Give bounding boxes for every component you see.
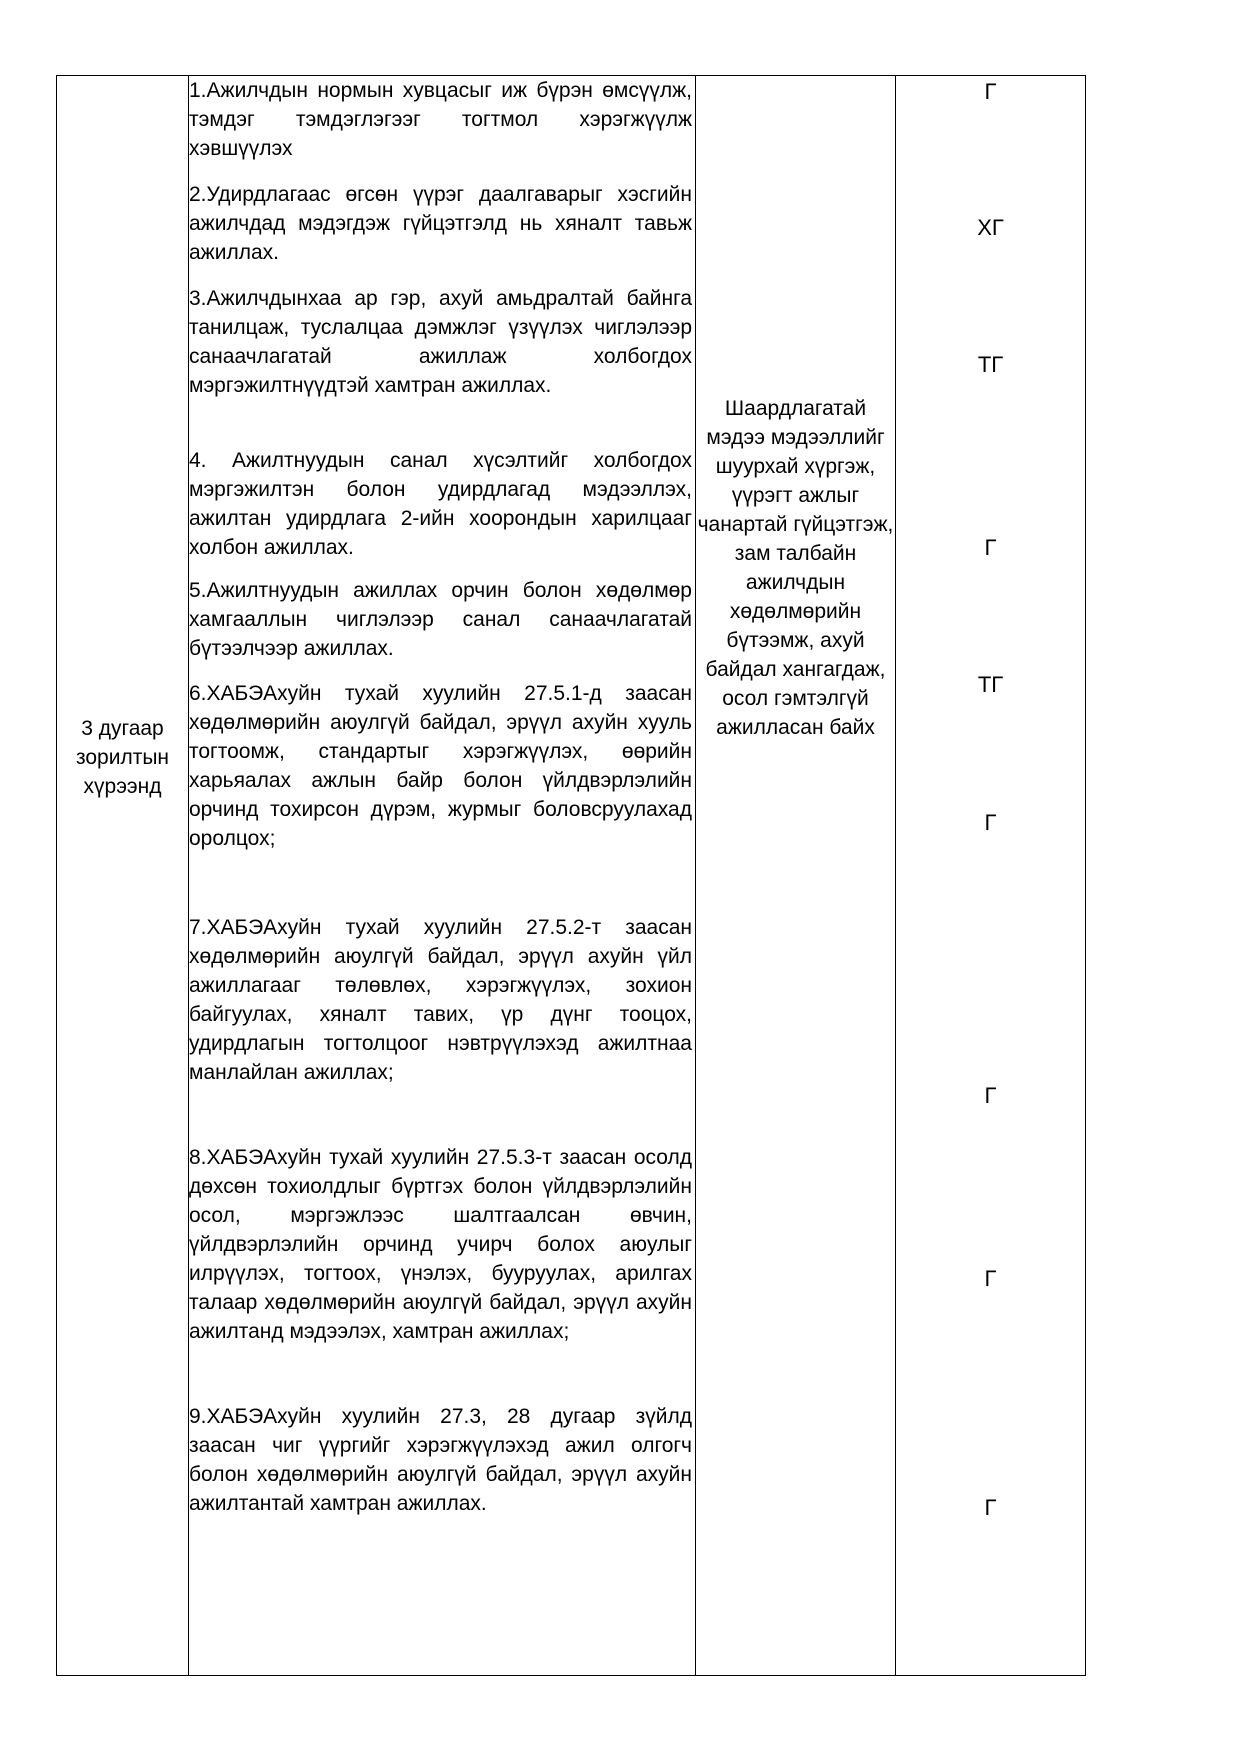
grade-value: Г — [984, 1495, 997, 1520]
item-text: 2.Удирдлагаас өгсөн үүрэг даалгаварыг хэсгийн ажилчдад мэдэгдэж гүйцэтгэлд нь хяналт тавьж ажиллах. — [189, 183, 692, 264]
grade-value: Г — [984, 535, 997, 560]
grade-value: Г — [984, 1083, 997, 1108]
item-text: 9.ХАБЭАхуйн хуулийн 27.3, 28 дугаар зүйлд заасан чиг үүргийг хэрэгжүүлэхэд ажил олгогч болон хөдөлмөрийн аюулгүй байдал, эрүүл ахуйн ажилтантай хамтран ажиллах. — [189, 1405, 692, 1515]
table-border-items — [695, 75, 696, 1675]
item-text: 4. Ажилтнуудын санал хүсэлтийг холбогдох мэргэжилтэн болон удирдлагад мэдээллэх, ажилтан удирдлага 2-ийн хоорондын харилцааг холбон ажиллах. — [189, 449, 692, 559]
table-border-result — [895, 75, 896, 1675]
list-item — [189, 1402, 692, 1518]
item-text: 8.ХАБЭАхуйн тухай хуулийн 27.5.3-т заасан осолд дөхсөн тохиолдлыг бүртгэх болон үйлдвэрлэлийн осол, мэргэжлээс шалтгаалсан өвчин, үйлдвэрлэлийн орчинд учирч болох аюулыг илрүүлэх, тогтоох, үнэлэх, бууруулах, арилгах талаар хөдөлмөрийн аюулгүй байдал, эрүүл ахуйн ажилтанд мэдээлэх, хамтран ажиллах; — [189, 1146, 692, 1343]
item-text: 7.ХАБЭАхуйн тухай хуулийн 27.5.2-т заасан хөдөлмөрийн аюулгүй байдал, эрүүл ахуйн үйл ажиллагааг төлөвлөх, хэрэгжүүлэх, зохион байгуулах, хяналт тавих, үр дүнг тооцох, удирдлагын тогтолцоог нэвтрүүлэхэд ажилтнаа манлайлан ажиллах; — [189, 916, 692, 1084]
expected-result: Шаардлагатай мэдээ мэдээллийг шуурхай хүргэж, үүрэгт ажлыг чанартай гүйцэтгэж, зам талбайн ажилчдын хөдөлмөрийн бүтээмж, ахуй байдал хангагдаж, осол гэмтэлгүй ажилласан байх — [697, 397, 894, 739]
table-bottom-border — [56, 1675, 1086, 1676]
list-item — [189, 180, 692, 267]
grade-value: Г — [984, 79, 997, 104]
grade-value: ХГ — [977, 215, 1004, 240]
list-item — [189, 446, 692, 562]
list-item — [189, 913, 692, 1087]
item-text: 3.Ажилчдынхаа ар гэр, ахуй амьдралтай байнга танилцаж, туслалцаа дэмжлэг үзүүлэх чиглэлээр санаачлагатай ажиллаж холбогдох мэргэжилтнүүдтэй хамтран ажиллах. — [189, 287, 692, 397]
table-border-right — [1085, 75, 1086, 1675]
list-item — [189, 679, 692, 853]
list-item — [189, 1143, 692, 1346]
goal-label: 3 дугаар зорилтын хүрээнд — [75, 717, 170, 798]
list-item — [189, 76, 692, 163]
grade-value: ТГ — [977, 672, 1004, 697]
list-item — [189, 284, 692, 400]
item-text: 1.Ажилчдын нормын хувцасыг иж бүрэн өмсүүлж, тэмдэг тэмдэглэгээг тогтмол хэрэгжүүлж хэвшүүлэх — [189, 79, 692, 160]
table-border-left — [56, 75, 57, 1675]
grade-value: Г — [984, 1266, 997, 1291]
list-item — [189, 576, 692, 663]
grade-value: Г — [984, 810, 997, 835]
grade-value: ТГ — [977, 352, 1004, 377]
item-text: 5.Ажилтнуудын ажиллах орчин болон хөдөлмөр хамгааллын чиглэлээр санал санаачлагатай бүтээлчээр ажиллах. — [189, 579, 692, 660]
item-text: 6.ХАБЭАхуйн тухай хуулийн 27.5.1-д заасан хөдөлмөрийн аюулгүй байдал, эрүүл ахуйн хууль тогтоомж, стандартыг хэрэгжүүлэх, өөрийн харьяалах ажлын байр болон үйлдвэрлэлийн орчинд тохирсон дүрэм, журмыг боловсруулахад оролцох; — [189, 682, 692, 850]
